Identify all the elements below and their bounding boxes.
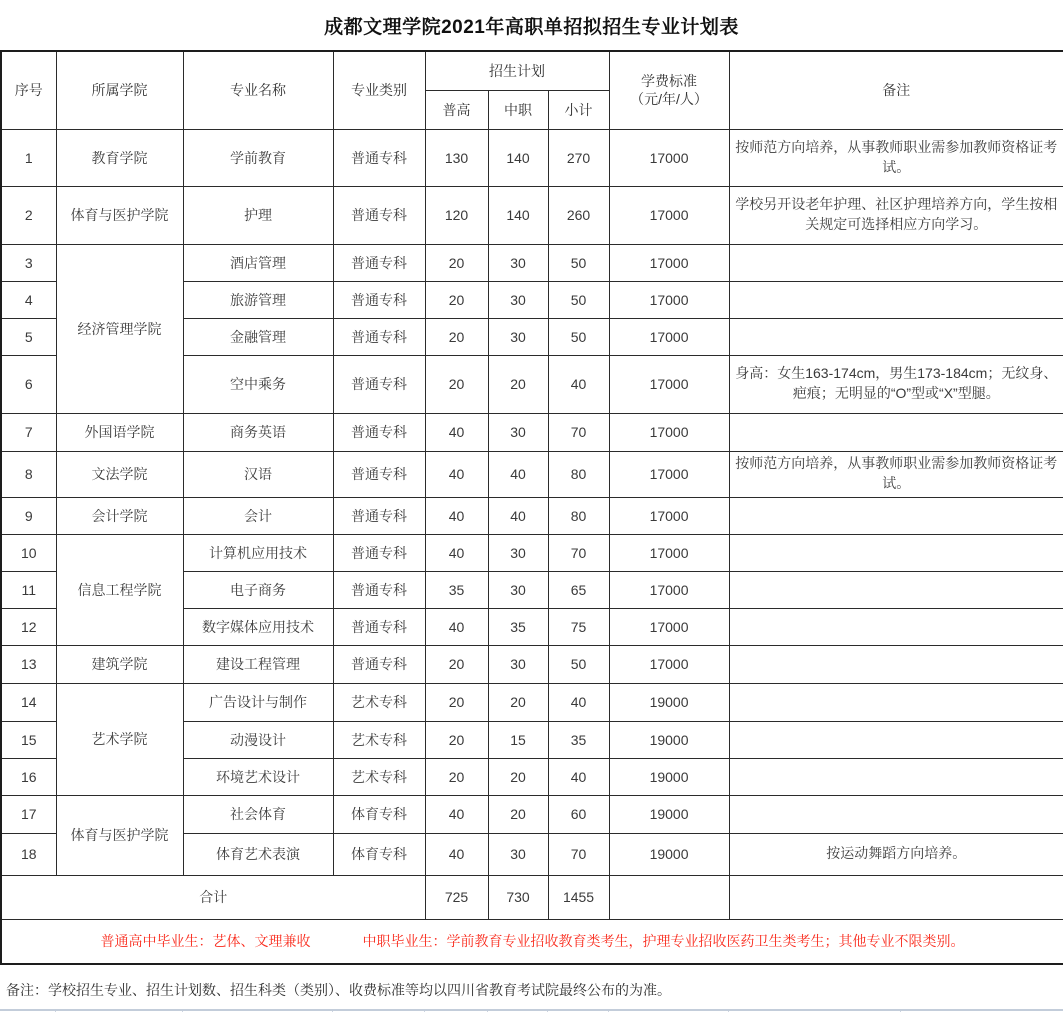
cell-major: 金融管理 xyxy=(183,318,333,355)
cell-type: 普通专科 xyxy=(333,534,425,571)
cell-pg: 130 xyxy=(425,129,488,186)
cell-sub: 70 xyxy=(548,833,609,875)
cell-major: 护理 xyxy=(183,186,333,244)
col-header-major: 专业名称 xyxy=(183,51,333,129)
cell-type: 艺术专科 xyxy=(333,758,425,795)
cell-pg: 40 xyxy=(425,497,488,534)
cell-no: 15 xyxy=(1,721,56,758)
cell-zj: 40 xyxy=(488,497,548,534)
cell-zj: 30 xyxy=(488,318,548,355)
cell-zj: 20 xyxy=(488,758,548,795)
cell-fee: 17000 xyxy=(609,451,729,497)
cell-no: 12 xyxy=(1,608,56,645)
cell-sub: 60 xyxy=(548,795,609,833)
cell-fee: 19000 xyxy=(609,683,729,721)
cell-fee: 17000 xyxy=(609,318,729,355)
cell-major: 环境艺术设计 xyxy=(183,758,333,795)
table-row xyxy=(1,497,1063,534)
cell-type: 艺术专科 xyxy=(333,721,425,758)
fee-header-line2: （元/年/人） xyxy=(630,91,708,108)
cell-type: 艺术专科 xyxy=(333,683,425,721)
cell-remark xyxy=(729,571,1063,608)
cell-sub: 50 xyxy=(548,281,609,318)
cell-major: 体育艺术表演 xyxy=(183,833,333,875)
table-row xyxy=(1,244,1063,281)
cell-type: 普通专科 xyxy=(333,497,425,534)
cell-no: 3 xyxy=(1,244,56,281)
table-row xyxy=(1,186,1063,244)
header-row-1 xyxy=(1,51,1063,90)
cell-no: 18 xyxy=(1,833,56,875)
col-header-plan-sub-1: 中职 xyxy=(488,90,548,129)
total-sub: 1455 xyxy=(548,875,609,919)
table-row xyxy=(1,683,1063,721)
cell-no: 10 xyxy=(1,534,56,571)
total-zj: 730 xyxy=(488,875,548,919)
cell-sub: 40 xyxy=(548,758,609,795)
cell-pg: 20 xyxy=(425,645,488,683)
cell-fee: 19000 xyxy=(609,795,729,833)
cell-major: 汉语 xyxy=(183,451,333,497)
footnote-text: 备注：学校招生专业、招生计划数、招生科类（类别）、收费标准等均以四川省教育考试院最终公布的为准。 xyxy=(6,982,671,998)
col-header-fee xyxy=(609,51,729,129)
cell-no: 17 xyxy=(1,795,56,833)
cell-remark xyxy=(729,318,1063,355)
cell-pg: 20 xyxy=(425,721,488,758)
col-header-plan-sub-0: 普高 xyxy=(425,90,488,129)
cell-remark: 按师范方向培养，从事教师职业需参加教师资格证考试。 xyxy=(729,451,1063,497)
cell-college: 建筑学院 xyxy=(56,645,183,683)
cell-type: 体育专科 xyxy=(333,795,425,833)
cell-college: 信息工程学院 xyxy=(56,534,183,645)
cell-no: 6 xyxy=(1,355,56,413)
cell-college: 会计学院 xyxy=(56,497,183,534)
cell-sub: 35 xyxy=(548,721,609,758)
cell-pg: 40 xyxy=(425,451,488,497)
col-header-no: 序号 xyxy=(1,51,56,129)
cell-zj: 30 xyxy=(488,534,548,571)
cell-zj: 20 xyxy=(488,795,548,833)
cell-remark xyxy=(729,413,1063,451)
cell-zj: 30 xyxy=(488,413,548,451)
cell-zj: 35 xyxy=(488,608,548,645)
cell-major: 酒店管理 xyxy=(183,244,333,281)
cell-sub: 70 xyxy=(548,413,609,451)
cell-no: 9 xyxy=(1,497,56,534)
notice-cell xyxy=(1,919,1063,964)
table-row xyxy=(1,413,1063,451)
cell-fee: 17000 xyxy=(609,571,729,608)
cell-pg: 35 xyxy=(425,571,488,608)
cell-major: 电子商务 xyxy=(183,571,333,608)
cell-fee: 19000 xyxy=(609,721,729,758)
cell-fee: 17000 xyxy=(609,129,729,186)
cell-no: 1 xyxy=(1,129,56,186)
cell-remark: 学校另开设老年护理、社区护理培养方向，学生按相关规定可选择相应方向学习。 xyxy=(729,186,1063,244)
cell-remark xyxy=(729,645,1063,683)
cell-type: 普通专科 xyxy=(333,244,425,281)
cell-pg: 40 xyxy=(425,534,488,571)
cell-zj: 140 xyxy=(488,129,548,186)
col-header-plan-group: 招生计划 xyxy=(425,51,609,90)
cell-zj: 30 xyxy=(488,244,548,281)
cell-fee: 17000 xyxy=(609,413,729,451)
cell-type: 普通专科 xyxy=(333,129,425,186)
cell-no: 2 xyxy=(1,186,56,244)
table-row xyxy=(1,451,1063,497)
cell-pg: 120 xyxy=(425,186,488,244)
cell-pg: 20 xyxy=(425,683,488,721)
total-label: 合计 xyxy=(1,875,425,919)
cell-remark xyxy=(729,683,1063,721)
cell-pg: 40 xyxy=(425,608,488,645)
fee-header-line1: 学费标准 xyxy=(641,73,698,90)
cell-fee: 19000 xyxy=(609,833,729,875)
cell-zj: 30 xyxy=(488,645,548,683)
cell-remark xyxy=(729,534,1063,571)
cell-pg: 20 xyxy=(425,355,488,413)
cell-sub: 50 xyxy=(548,244,609,281)
table-header xyxy=(1,51,1063,129)
cell-zj: 15 xyxy=(488,721,548,758)
cell-sub: 75 xyxy=(548,608,609,645)
cell-fee: 17000 xyxy=(609,244,729,281)
cell-remark xyxy=(729,721,1063,758)
cell-zj: 30 xyxy=(488,571,548,608)
cell-pg: 20 xyxy=(425,318,488,355)
page-title: 成都文理学院2021年高职单招拟招生专业计划表 xyxy=(324,16,739,38)
cell-sub: 50 xyxy=(548,318,609,355)
cell-major: 商务英语 xyxy=(183,413,333,451)
cell-sub: 50 xyxy=(548,645,609,683)
cell-zj: 30 xyxy=(488,833,548,875)
cell-sub: 80 xyxy=(548,451,609,497)
cell-college: 体育与医护学院 xyxy=(56,186,183,244)
total-remark xyxy=(729,875,1063,919)
cell-type: 普通专科 xyxy=(333,413,425,451)
cell-remark xyxy=(729,281,1063,318)
total-row xyxy=(1,875,1063,919)
cell-type: 普通专科 xyxy=(333,645,425,683)
cell-major: 学前教育 xyxy=(183,129,333,186)
cell-major: 社会体育 xyxy=(183,795,333,833)
cell-major: 空中乘务 xyxy=(183,355,333,413)
cell-fee: 17000 xyxy=(609,355,729,413)
cell-major: 数字媒体应用技术 xyxy=(183,608,333,645)
cell-major: 建设工程管理 xyxy=(183,645,333,683)
cell-type: 普通专科 xyxy=(333,281,425,318)
cell-no: 8 xyxy=(1,451,56,497)
cell-remark xyxy=(729,608,1063,645)
cell-sub: 270 xyxy=(548,129,609,186)
cell-major: 广告设计与制作 xyxy=(183,683,333,721)
notice-row xyxy=(1,919,1063,964)
cell-fee: 17000 xyxy=(609,186,729,244)
table-body xyxy=(1,129,1063,964)
table-row xyxy=(1,645,1063,683)
cell-remark xyxy=(729,758,1063,795)
cell-zj: 20 xyxy=(488,683,548,721)
cell-college: 外国语学院 xyxy=(56,413,183,451)
cell-zj: 40 xyxy=(488,451,548,497)
cell-college: 文法学院 xyxy=(56,451,183,497)
enrollment-plan-table xyxy=(0,50,1063,965)
cell-remark: 按师范方向培养，从事教师职业需参加教师资格证考试。 xyxy=(729,129,1063,186)
cell-fee: 17000 xyxy=(609,497,729,534)
cell-fee: 19000 xyxy=(609,758,729,795)
notice-segment-1: 普通高中毕业生：艺体、文理兼收 xyxy=(100,933,311,950)
cell-sub: 80 xyxy=(548,497,609,534)
cell-remark xyxy=(729,244,1063,281)
cell-pg: 20 xyxy=(425,758,488,795)
cell-type: 普通专科 xyxy=(333,451,425,497)
table-row xyxy=(1,534,1063,571)
col-header-remark: 备注 xyxy=(729,51,1063,129)
cell-zj: 140 xyxy=(488,186,548,244)
total-fee xyxy=(609,875,729,919)
cell-no: 14 xyxy=(1,683,56,721)
cell-fee: 17000 xyxy=(609,534,729,571)
cell-college: 经济管理学院 xyxy=(56,244,183,413)
cell-zj: 20 xyxy=(488,355,548,413)
cell-sub: 260 xyxy=(548,186,609,244)
notice-segment-2: 中职毕业生：学前教育专业招收教育类考生，护理专业招收医药卫生类考生；其他专业不限类别。 xyxy=(362,933,965,950)
cell-no: 4 xyxy=(1,281,56,318)
cell-remark xyxy=(729,497,1063,534)
cell-fee: 17000 xyxy=(609,608,729,645)
cell-pg: 20 xyxy=(425,244,488,281)
cell-sub: 65 xyxy=(548,571,609,608)
cell-sub: 40 xyxy=(548,683,609,721)
cell-type: 普通专科 xyxy=(333,608,425,645)
cell-college: 体育与医护学院 xyxy=(56,795,183,875)
cell-college: 教育学院 xyxy=(56,129,183,186)
cell-no: 13 xyxy=(1,645,56,683)
cell-no: 7 xyxy=(1,413,56,451)
cell-remark xyxy=(729,795,1063,833)
cell-type: 普通专科 xyxy=(333,571,425,608)
cell-major: 计算机应用技术 xyxy=(183,534,333,571)
cell-major: 会计 xyxy=(183,497,333,534)
cell-sub: 40 xyxy=(548,355,609,413)
col-header-college: 所属学院 xyxy=(56,51,183,129)
cell-pg: 40 xyxy=(425,833,488,875)
table-row xyxy=(1,129,1063,186)
cell-fee: 17000 xyxy=(609,645,729,683)
total-pg: 725 xyxy=(425,875,488,919)
cell-no: 16 xyxy=(1,758,56,795)
table-row xyxy=(1,795,1063,833)
col-header-type: 专业类别 xyxy=(333,51,425,129)
cell-remark: 身高：女生163-174cm，男生173-184cm；无纹身、疤痕；无明显的“O”型或“X”型腿。 xyxy=(729,355,1063,413)
cell-type: 普通专科 xyxy=(333,318,425,355)
cell-type: 普通专科 xyxy=(333,355,425,413)
cell-remark: 按运动舞蹈方向培养。 xyxy=(729,833,1063,875)
cell-no: 11 xyxy=(1,571,56,608)
cell-college: 艺术学院 xyxy=(56,683,183,795)
cell-sub: 70 xyxy=(548,534,609,571)
cell-major: 动漫设计 xyxy=(183,721,333,758)
cell-type: 体育专科 xyxy=(333,833,425,875)
cell-pg: 20 xyxy=(425,281,488,318)
cell-pg: 40 xyxy=(425,413,488,451)
cell-type: 普通专科 xyxy=(333,186,425,244)
col-header-plan-sub-2: 小计 xyxy=(548,90,609,129)
cell-fee: 17000 xyxy=(609,281,729,318)
cell-major: 旅游管理 xyxy=(183,281,333,318)
cell-no: 5 xyxy=(1,318,56,355)
cell-zj: 30 xyxy=(488,281,548,318)
cell-pg: 40 xyxy=(425,795,488,833)
